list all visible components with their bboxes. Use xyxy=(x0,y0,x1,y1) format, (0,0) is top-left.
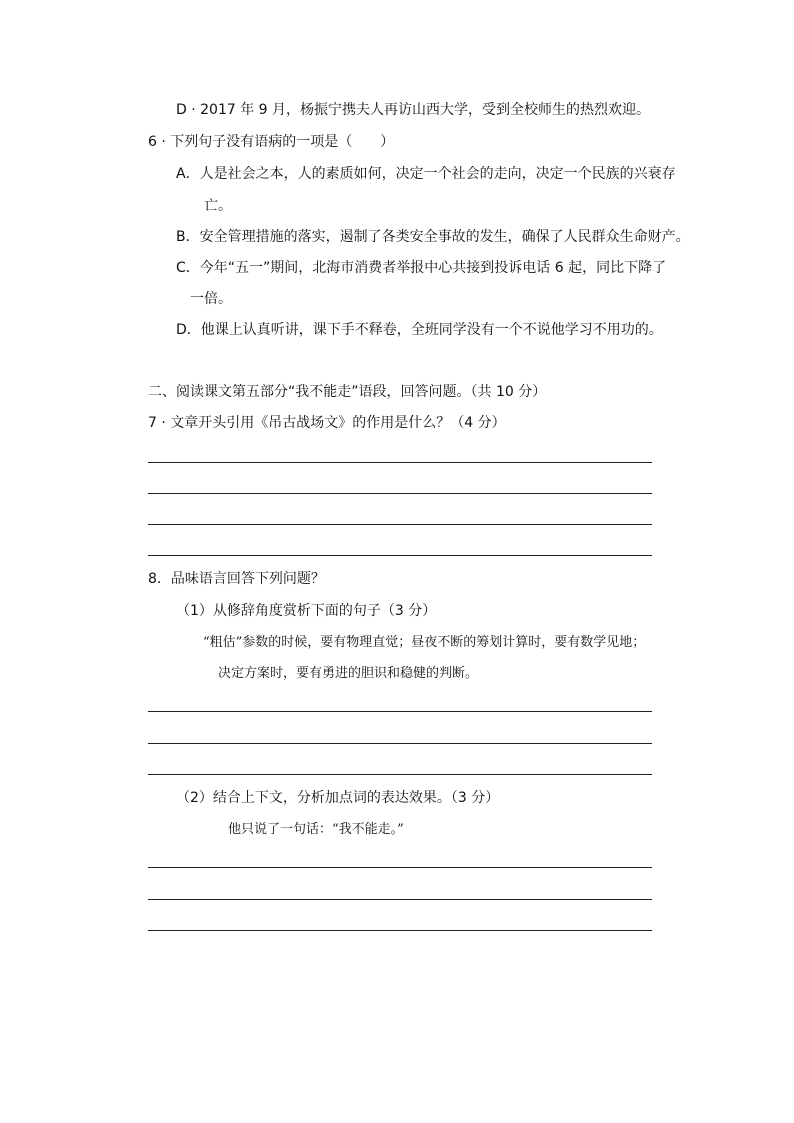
question-8-stem: 8．品味语言回答下列问题？ xyxy=(148,571,325,587)
question-6-option-b: B．安全管理措施的落实，遏制了各类安全事故的发生，确保了人民群众生命财产。 xyxy=(176,229,690,245)
answer-line xyxy=(148,930,652,931)
section-2-heading: 二、阅读课文第五部分“我不能走”语段，回答问题。（共 10 分） xyxy=(148,384,547,400)
question-6-option-c-line1: C．今年“五一”期间，北海市消费者举报中心共接到投诉电话 6 起，同比下降了 xyxy=(176,260,667,276)
question-6-option-d: D．他课上认真听讲，课下手不释卷，全班同学没有一个不说他学习不用功的。 xyxy=(176,322,663,338)
question-8-sub2-quote: 他只说了一句话：“我不能走。” xyxy=(228,822,404,837)
answer-line xyxy=(148,462,652,463)
question-8-sub1-quote-line1: “粗估”参数的时候，要有物理直觉；昼夜不断的筹划计算时，要有数学见地； xyxy=(203,635,646,650)
question-8-sub1-quote-line2: 决定方案时，要有勇进的胆识和稳健的判断。 xyxy=(218,666,479,681)
answer-line xyxy=(148,899,652,900)
question-8-sub2-stem: （2）结合上下文，分析加点词的表达效果。（3 分） xyxy=(176,790,500,806)
answer-line xyxy=(148,743,652,744)
question-6-option-a-line2: 亡。 xyxy=(204,198,232,214)
question-7-stem: 7 · 文章开头引用《吊古战场文》的作用是什么？（4 分） xyxy=(148,415,506,431)
answer-line xyxy=(148,774,652,775)
question-6-option-c-line2: 一倍。 xyxy=(190,291,232,307)
answer-line xyxy=(148,867,652,868)
question-6-stem: 6 · 下列句子没有语病的一项是（ ） xyxy=(148,134,395,150)
question-8-sub1-stem: （1）从修辞角度赏析下面的句子（3 分） xyxy=(176,603,437,619)
answer-line xyxy=(148,493,652,494)
answer-line xyxy=(148,555,652,556)
answer-line xyxy=(148,524,652,525)
answer-line xyxy=(148,711,652,712)
question-5-option-d: D · 2017 年 9 月，杨振宁携夫人再访山西大学，受到全校师生的热烈欢迎。 xyxy=(176,102,651,118)
question-6-option-a-line1: A．人是社会之本，人的素质如何，决定一个社会的走向，决定一个民族的兴衰存 xyxy=(176,166,676,182)
